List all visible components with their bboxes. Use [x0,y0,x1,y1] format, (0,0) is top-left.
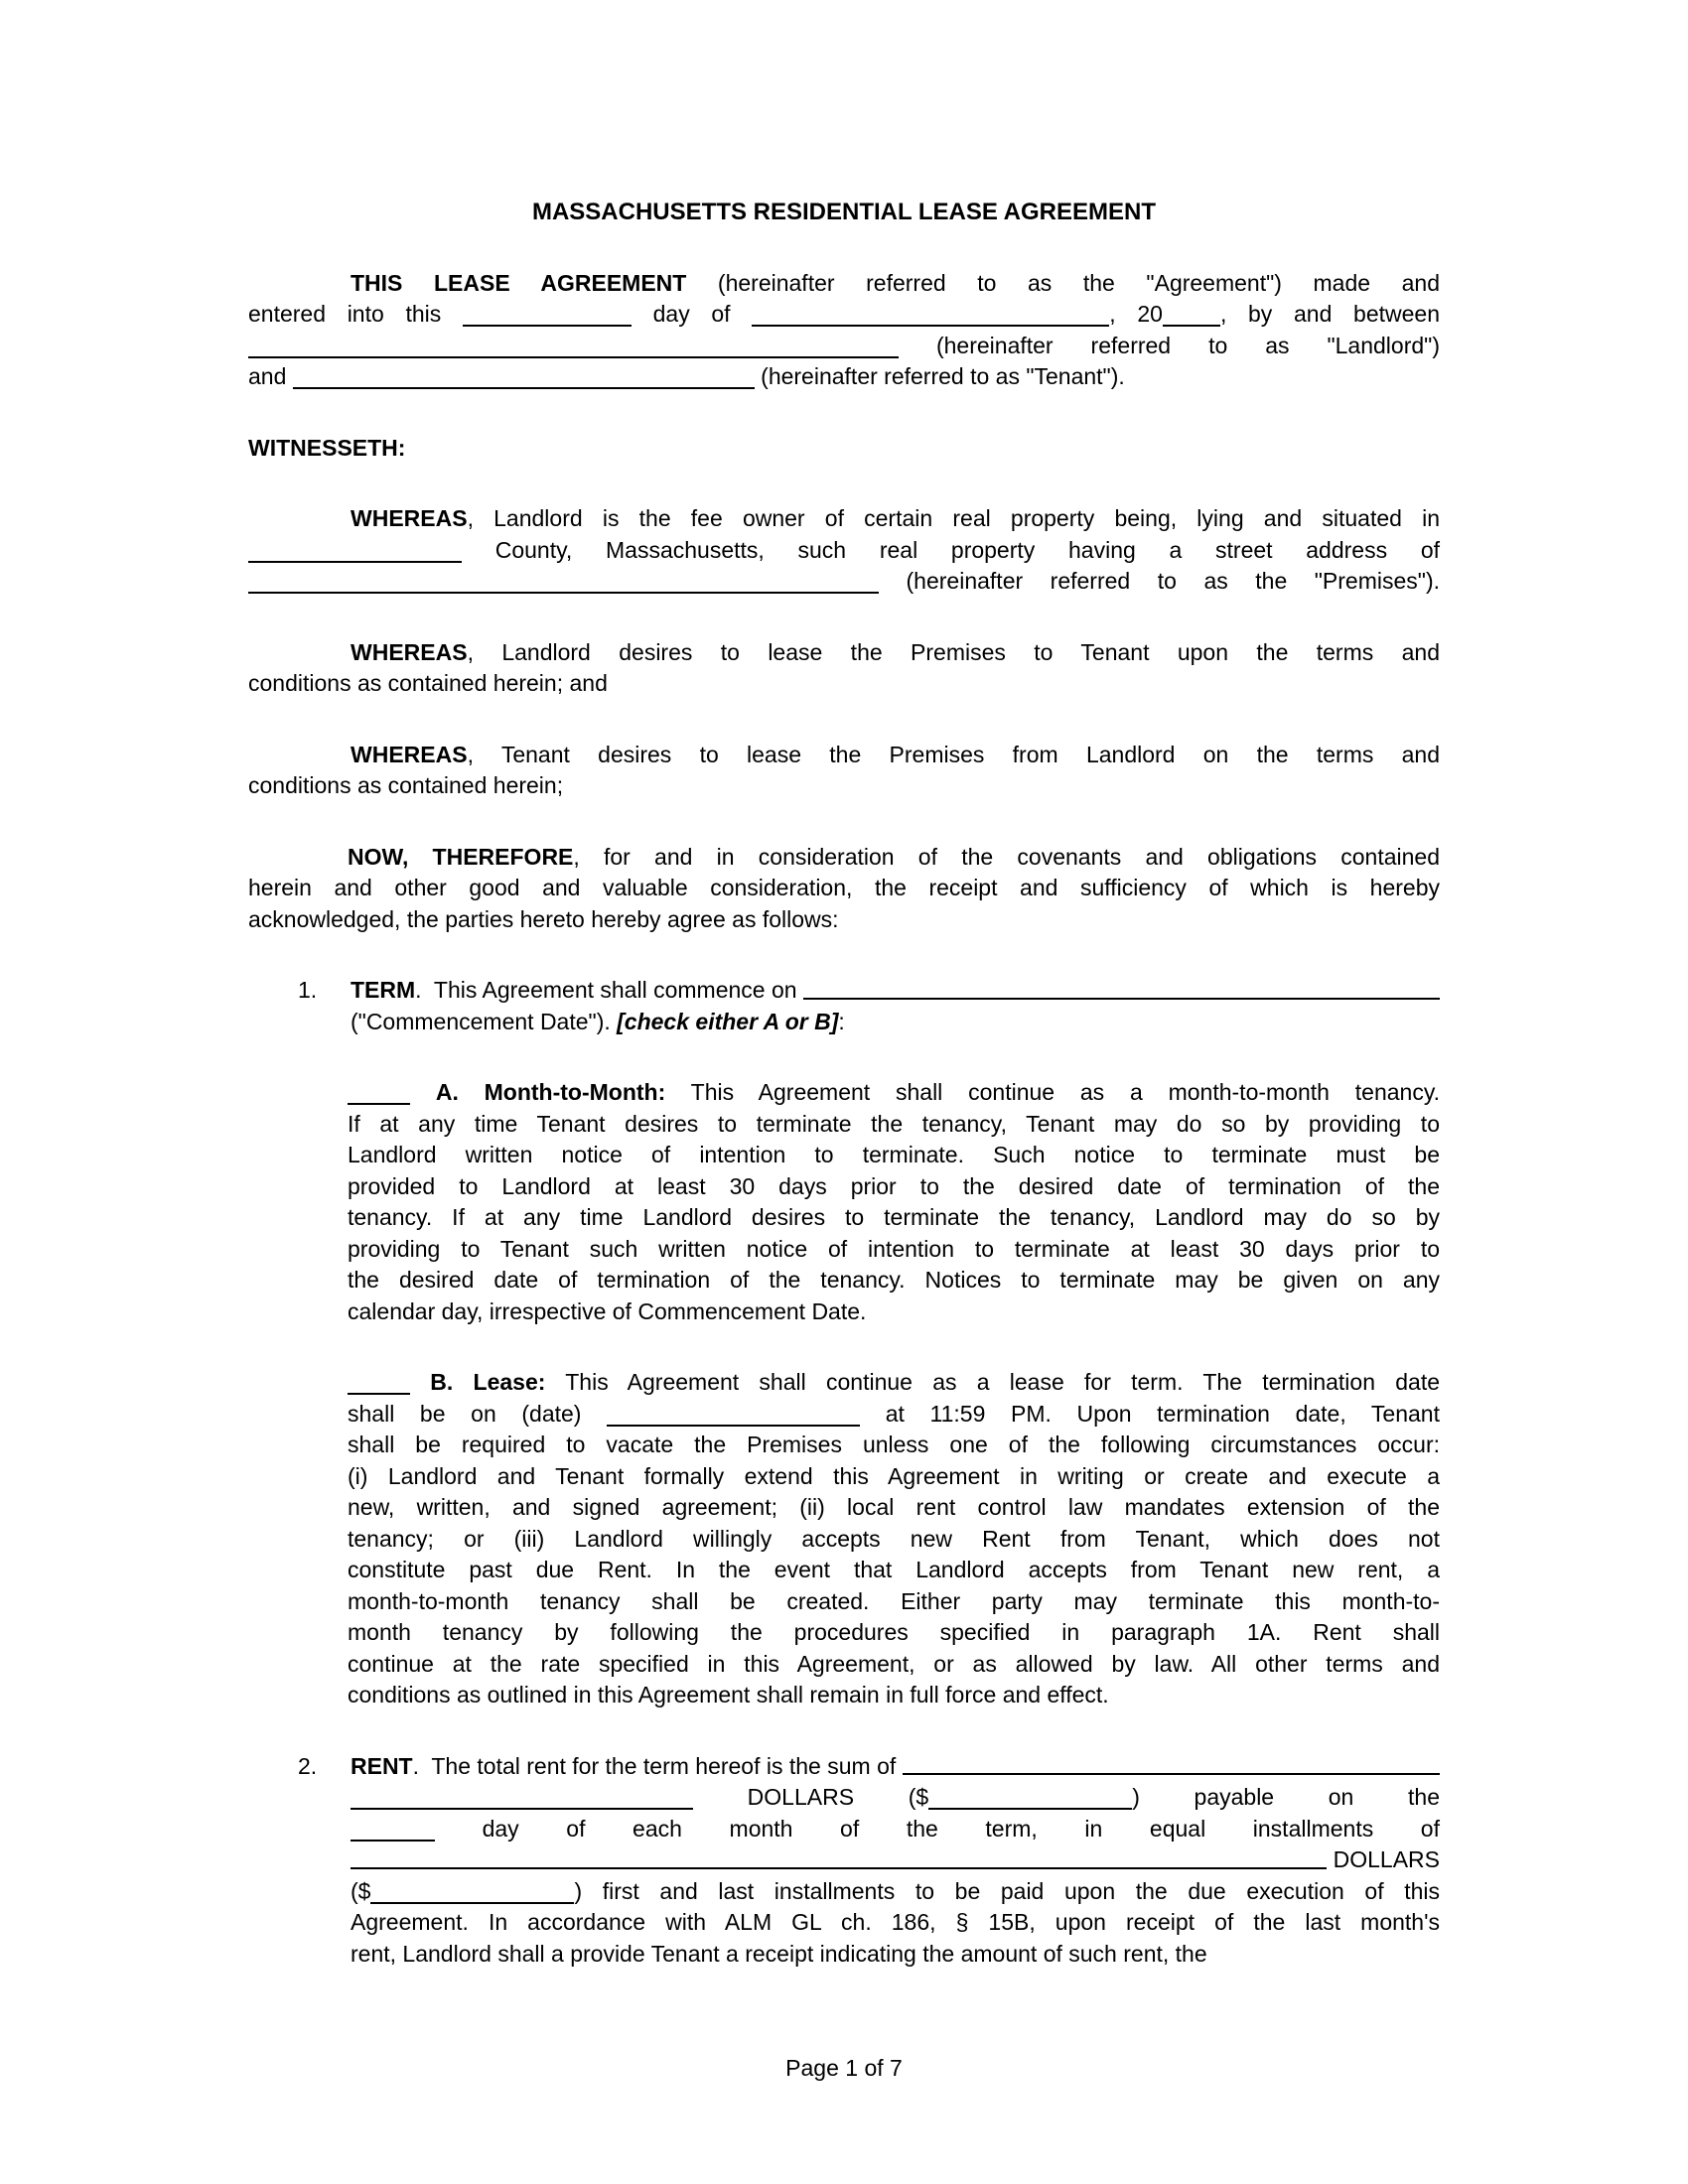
document-line [348,1367,1440,1399]
text-segment: (hereinafter referred to as "Tenant"). [754,363,1125,389]
document-line [351,1939,1440,1971]
document-line [248,361,1440,393]
document-line [348,1649,1440,1681]
text-segment [410,1079,436,1105]
text-segment: , 20 [1109,301,1163,327]
document-line [348,1586,1440,1618]
text-segment: Agreement. In accordance with ALM GL ch. 186, § 15B, upon receipt of the last month's [351,1909,1440,1935]
document-line [351,1782,1440,1814]
text-segment: If at any time Tenant desires to terminate the tenancy, Tenant may do so by providing to [348,1110,1440,1137]
document-line [348,1202,1440,1234]
text-segment: month tenancy by following the procedures specified in paragraph 1A. Rent shall [348,1619,1440,1645]
document-line [248,433,1440,465]
blank-line [463,325,632,327]
document-line [348,1399,1440,1431]
blank-line [607,1425,860,1427]
blank-line [803,998,1440,1000]
text-segment: , Landlord is the fee owner of certain real property being, lying and situated in [467,505,1440,531]
blank-line [351,1867,1327,1869]
document-line [248,566,1440,598]
document-line [348,1680,1440,1711]
text-segment: WHEREAS [351,741,468,767]
text-segment: entered into this [248,301,463,327]
clause-number: 2. [298,1752,318,1779]
text-segment: : [838,1008,845,1034]
text-segment: ("Commencement Date"). [351,1008,618,1034]
document-line [351,1007,1440,1038]
term-clause [248,975,1440,1037]
text-segment: This Agreement shall continue as a month-to-month tenancy. [665,1079,1441,1105]
document-body [248,268,1440,1971]
text-segment: WHEREAS [351,505,468,531]
text-segment: acknowledged, the parties hereto hereby agree as follows: [248,905,839,932]
text-segment: DOLLARS [1327,1846,1440,1872]
document-line [348,1524,1440,1556]
document-line [348,1555,1440,1586]
document-line [351,1907,1440,1939]
text-segment: , Tenant desires to lease the Premises from Landlord on the terms and [467,741,1440,767]
text-segment: month-to-month tenancy shall be created. Either party may terminate this month-to- [348,1587,1440,1614]
text-segment: (i) Landlord and Tenant formally extend this Agreement in writing or create and execute a [348,1462,1440,1489]
text-segment: This Agreement shall continue as a lease for term. The termination date [545,1369,1441,1395]
document-line [348,1265,1440,1297]
text-segment: (hereinafter referred to as the "Premises"). [879,568,1440,594]
whereas-owner-paragraph [248,503,1440,598]
text-segment: day of each month of the term, in equal installments of [435,1815,1440,1842]
document-line [348,1617,1440,1649]
document-line [248,904,1440,936]
text-segment: County, Massachusetts, such real property having a street address of [462,536,1440,563]
text-segment: provided to Landlord at least 30 days prior to the desired date of termination of the [348,1172,1440,1199]
document-line [351,975,1440,1007]
document-content [248,197,1440,1970]
document-line [248,873,1440,904]
document-line [351,1876,1440,1908]
blank-line [1163,325,1220,327]
text-segment: B. Lease: [430,1369,546,1395]
text-segment: shall be required to vacate the Premises unless one of the following circumstances occur: [348,1432,1440,1457]
blank-line [348,1103,410,1105]
text-segment: tenancy; or (iii) Landlord willingly accepts new Rent from Tenant, which does not [348,1525,1440,1552]
blank-line [248,356,899,358]
text-segment: herein and other good and valuable consideration, the receipt and sufficiency of which is hereby [248,875,1440,900]
document-line [248,268,1440,300]
text-segment: providing to Tenant such written notice of intention to terminate at least 30 days prior to [348,1235,1440,1262]
document-line [348,1077,1440,1109]
text-segment: NOW, THEREFORE [348,843,574,870]
blank-line [351,1840,435,1842]
document-line [248,535,1440,567]
document-line [351,1814,1440,1845]
document-line [348,1171,1440,1203]
text-segment: ) payable on the [1132,1784,1441,1810]
document-line [248,770,1440,802]
text-segment: . The total rent for the term hereof is the sum of [412,1752,903,1779]
text-segment: shall be on (date) [348,1400,608,1427]
document-line [351,1751,1440,1783]
document-line [348,1140,1440,1171]
document-line [248,668,1440,700]
text-segment: A. Month-to-Month: [435,1079,666,1105]
document-line [248,503,1440,535]
text-segment: rent, Landlord shall a provide Tenant a receipt indicating the amount of such rent, the [351,1940,1207,1967]
blank-line [248,592,879,594]
rent-clause [248,1751,1440,1971]
text-segment: RENT [351,1752,413,1779]
whereas-tenant-paragraph [248,740,1440,802]
blank-line [348,1393,410,1395]
blank-line [370,1902,574,1904]
document-line [248,637,1440,669]
text-segment: , for and in consideration of the covenants and obligations contained [573,843,1440,870]
clause-number: 1. [298,977,318,1003]
text-segment: ($ [351,1877,371,1904]
text-segment: TERM [351,977,416,1003]
text-segment: ) first and last installments to be paid upon the due execution of this [574,1877,1440,1904]
text-segment: new, written, and signed agreement; (ii) local rent control law mandates extension of the [348,1494,1440,1520]
text-segment: (hereinafter referred to as the "Agreement") made and [686,269,1441,296]
text-segment: the desired date of termination of the tenancy. Notices to terminate may be given on any [348,1267,1440,1293]
text-segment: , by and between [1219,301,1441,327]
text-segment: THIS LEASE AGREEMENT [351,269,687,296]
text-segment: WHEREAS [351,638,468,665]
document-line [248,740,1440,771]
blank-line [248,561,462,563]
text-segment: . This Agreement shall commence on [415,977,803,1003]
text-segment: at 11:59 PM. Upon termination date, Tenant [860,1400,1440,1427]
blank-line [752,325,1109,327]
document-line [348,1430,1440,1461]
month-to-month-subclause [248,1077,1440,1327]
lease-subclause [248,1367,1440,1711]
text-segment: (hereinafter referred to as "Landlord") [899,332,1440,358]
blank-line [293,387,755,389]
blank-line [903,1773,1440,1775]
intro-paragraph [248,268,1440,393]
text-segment [410,1369,430,1395]
witnesseth-heading [248,433,1440,465]
text-segment: day of [631,301,753,327]
document-line [248,842,1440,874]
text-segment: conditions as contained herein; [248,772,564,798]
document-line [348,1492,1440,1524]
text-segment: Landlord written notice of intention to terminate. Such notice to terminate must be [348,1142,1440,1167]
text-segment: [check either A or B] [617,1008,839,1034]
document-title: MASSACHUSETTS RESIDENTIAL LEASE AGREEMENT [531,199,1157,225]
text-segment: and [248,363,293,389]
document-line [351,1844,1440,1876]
whereas-landlord-paragraph [248,637,1440,700]
document-line [248,299,1440,331]
text-segment: tenancy. If at any time Landlord desires to terminate the tenancy, Landlord may do so by [348,1204,1440,1230]
text-segment: , Landlord desires to lease the Premises to Tenant upon the terms and [467,638,1440,665]
document-line [348,1297,1440,1328]
document-line [348,1109,1440,1141]
document-line [248,331,1440,362]
text-segment: continue at the rate specified in this Agreement, or as allowed by law. All other terms and [348,1650,1440,1677]
blank-line [928,1808,1132,1810]
text-segment: conditions as outlined in this Agreement shall remain in full force and effect. [348,1682,1109,1707]
text-segment: calendar day, irrespective of Commencement Date. [348,1297,867,1324]
text-segment: constitute past due Rent. In the event that Landlord accepts from Tenant new rent, a [348,1557,1440,1582]
now-therefore-paragraph [248,842,1440,936]
text-segment: WITNESSETH: [248,434,406,461]
blank-line [351,1808,693,1810]
text-segment: conditions as contained herein; and [248,670,608,696]
document-line [348,1234,1440,1266]
text-segment: DOLLARS ($ [693,1784,929,1810]
page-footer: Page 1 of 7 [785,2055,903,2081]
document-line [348,1461,1440,1493]
